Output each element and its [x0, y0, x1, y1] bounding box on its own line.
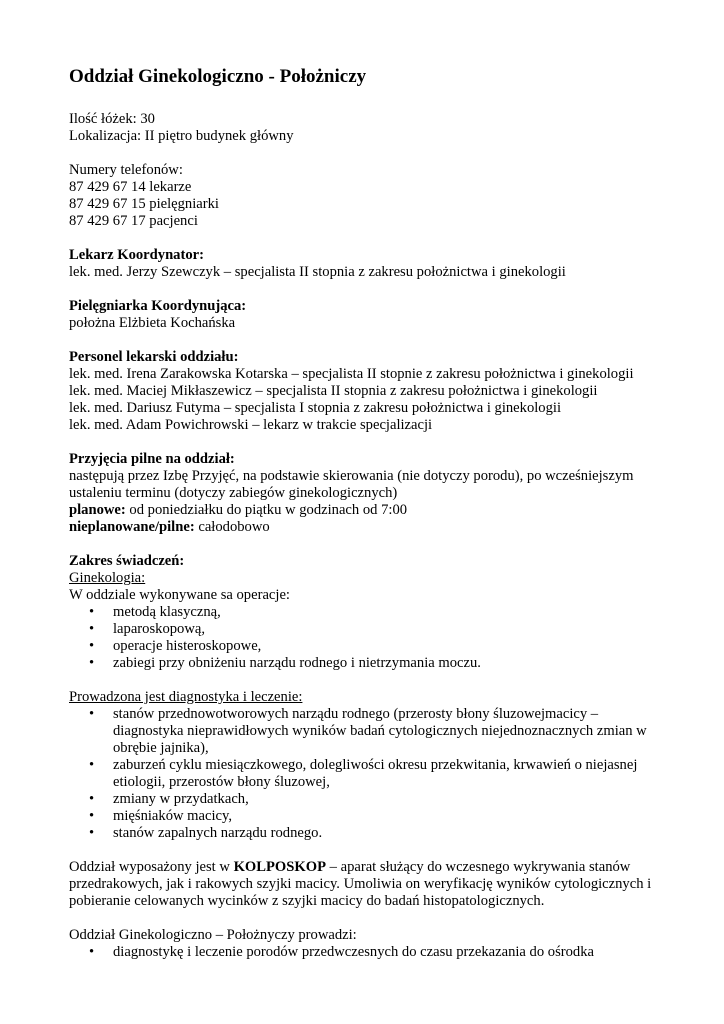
phone-patients: 87 429 67 17 pacjenci [69, 213, 198, 229]
runs-list [69, 944, 669, 961]
staff-member: lek. med. Adam Powichrowski – lekarz w trakcie specjalizacji [69, 417, 433, 433]
staff-heading: Personel lekarski oddziału: [69, 349, 239, 365]
ward-location: Lokalizacja: II piętro budynek główny [69, 128, 294, 144]
list-item-line: etiologii, przerostów błony śluzowej, [113, 774, 330, 790]
document-page [69, 66, 669, 978]
nurse-heading: Pielęgniarka Koordynująca: [69, 298, 247, 314]
coordinator-text: lek. med. Jerzy Szewczyk – specjalista II stopnia z zakresu położnictwa i ginekologii [69, 264, 566, 280]
admissions-heading: Przyjęcia pilne na oddział: [69, 451, 235, 467]
staff-member: lek. med. Dariusz Futyma – specjalista I stopnia z zakresu położnictwa i ginekologii [69, 400, 562, 416]
list-item: • zabiegi przy obniżeniu narządu rodnego i nietrzymania moczu. [69, 655, 669, 672]
list-item: • operacje histeroskopowe, [69, 638, 669, 655]
phone-doctors: 87 429 67 14 lekarze [69, 179, 192, 195]
admissions-line-2: ustaleniu terminu (dotyczy zabiegów ginekologicznych) [69, 485, 398, 501]
diagnostics-heading: Prowadzona jest diagnostyka i leczenie: [69, 689, 303, 705]
runs-section [69, 927, 669, 961]
list-item: • metodą klasyczną, [69, 604, 669, 621]
unplanned-label: nieplanowane/pilne: [69, 519, 195, 535]
staff-section [69, 349, 669, 434]
admissions-section [69, 451, 669, 536]
phones-header: Numery telefonów: [69, 162, 183, 178]
admissions-unplanned [69, 519, 669, 536]
list-item-line: • zmiany w przydatkach, [113, 791, 249, 807]
coordinator-section [69, 247, 669, 281]
equipment-post: – aparat służący do wczesnego wykrywania stanów [326, 859, 631, 875]
equipment-name: KOLPOSKOP [233, 859, 326, 875]
list-item [69, 706, 669, 757]
nurse-section [69, 298, 669, 332]
list-item-line: obrębie jajnika), [113, 740, 209, 756]
scope-heading: Zakres świadczeń: [69, 553, 185, 569]
equipment-line-2: przedrakowych, jak i rakowych szyjki macicy. Umoliwia on weryfikację wyników cytologicznych i [69, 876, 652, 892]
runs-intro: Oddział Ginekologiczno – Położnyczy prowadzi: [69, 927, 357, 943]
list-item: • diagnostykę i leczenie porodów przedwczesnych do czasu przekazania do ośrodka [69, 944, 669, 961]
staff-member: lek. med. Maciej Mikłaszewicz – specjalista II stopnia z zakresu położnictwa i ginekologii [69, 383, 598, 399]
list-item-line: • stanów przednowotworowych narządu rodnego (przerosty błony śluzowejmacicy – [113, 706, 599, 722]
list-item [69, 825, 669, 842]
planned-label: planowe: [69, 502, 126, 518]
list-item [69, 757, 669, 791]
coordinator-heading: Lekarz Koordynator: [69, 247, 204, 263]
equipment-section [69, 859, 669, 910]
beds-count: Ilość łóżek: 30 [69, 111, 155, 127]
list-item: • laparoskopową, [69, 621, 669, 638]
operations-intro: W oddziale wykonywane sa operacje: [69, 587, 290, 603]
diagnostics-section [69, 689, 669, 842]
list-item-line: • stanów zapalnych narządu rodnego. [113, 825, 323, 841]
nurse-text: położna Elżbieta Kochańska [69, 315, 236, 331]
equipment-line-1 [69, 859, 669, 876]
list-item-line: diagnostyka nieprawidłowych wyników badań cytologicznych niejednoznacznych zmian w [113, 723, 647, 739]
list-item [69, 808, 669, 825]
operations-list [69, 604, 669, 672]
admissions-line-1: następują przez Izbę Przyjęć, na podstawie skierowania (nie dotyczy porodu), po wcześniejszym [69, 468, 634, 484]
list-item-line: • mięśniaków macicy, [113, 808, 233, 824]
phone-nurses: 87 429 67 15 pielęgniarki [69, 196, 219, 212]
gynecology-subheading: Ginekologia: [69, 570, 146, 586]
planned-text: od poniedziałku do piątku w godzinach od 7:00 [125, 502, 408, 518]
staff-member: lek. med. Irena Zarakowska Kotarska – specjalista II stopnie z zakresu położnictwa i ginekologii [69, 366, 634, 382]
list-item-line: • zaburzeń cyklu miesiączkowego, dolegliwości okresu przekwitania, krwawień o niejasnej [113, 757, 638, 773]
equipment-pre: Oddział wyposażony jest w [69, 859, 234, 875]
equipment-line-3: pobieranie celowanych wycinków z szyjki macicy do badań histopatologicznych. [69, 893, 545, 909]
unplanned-text: całodobowo [194, 519, 270, 535]
diagnostics-list [69, 706, 669, 842]
page-title: Oddział Ginekologiczno - Położniczy [69, 66, 367, 87]
admissions-planned [69, 502, 669, 519]
scope-section [69, 553, 669, 672]
ward-info [69, 111, 669, 145]
phone-numbers [69, 162, 669, 230]
list-item [69, 791, 669, 808]
